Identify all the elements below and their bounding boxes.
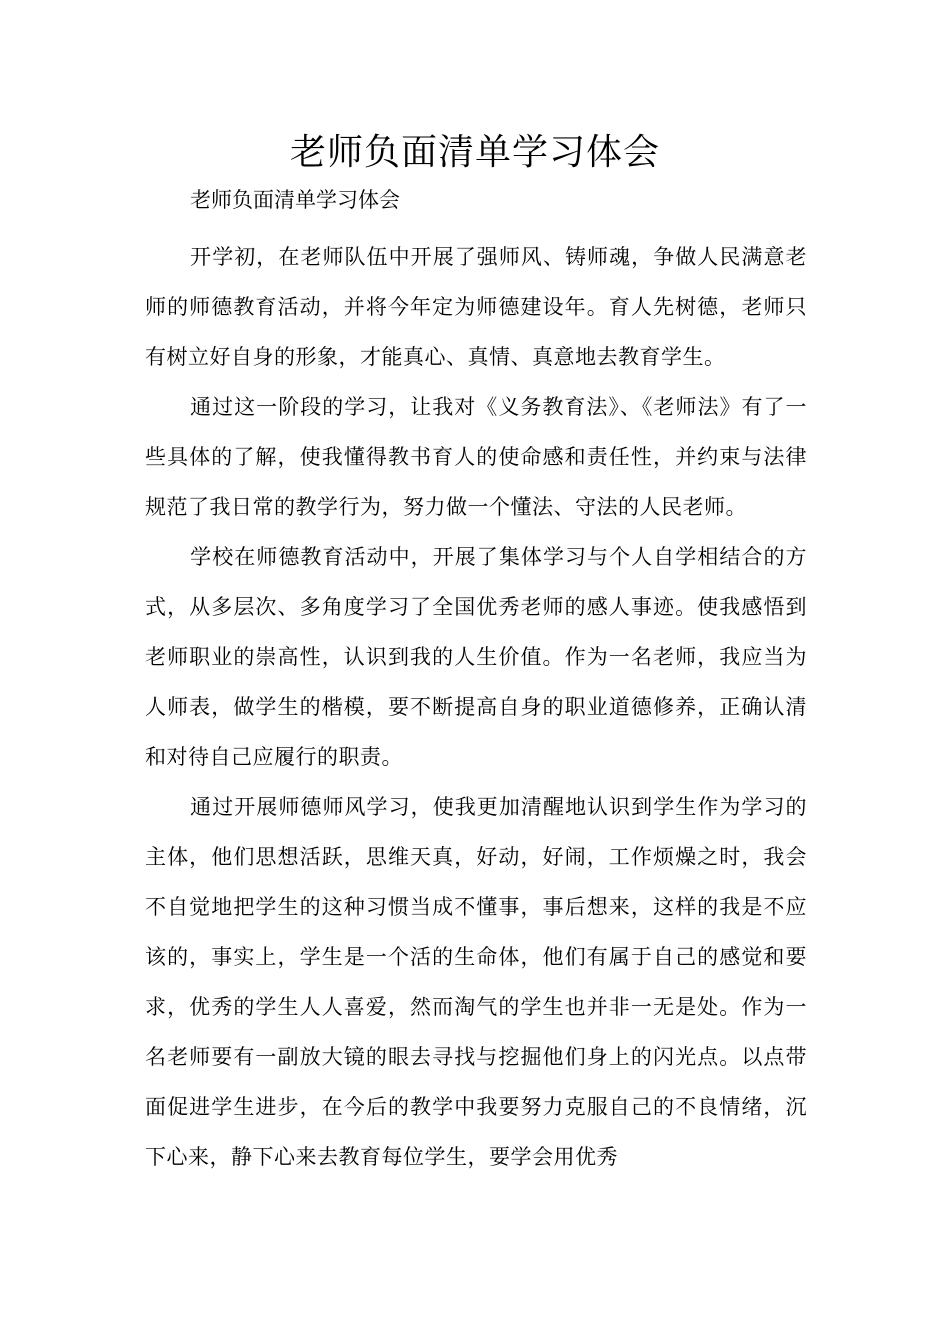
- document-title: 老师负面清单学习体会: [289, 132, 660, 173]
- paragraph-1: 开学初，在老师队伍中开展了强师风、铸师魂，争做人民满意老师的师德教育活动，并将今年定为师德建设年。育人先树德，老师只有树立好自身的形象，才能真心、真情、真意地去教育学生。: [145, 245, 807, 369]
- paragraph-4: 通过开展师德师风学习，使我更加清醒地认识到学生作为学习的主体，他们思想活跃，思维天真，好动，好闹，工作烦燥之时，我会不自觉地把学生的这种习惯当成不懂事，事后想来，这样的我是不应该的，事实上，学生是一个活的生命体，他们有属于自己的感觉和要求，优秀的学生人人喜爱，然而淘气的学生也并非一无是处。作为一名老师要有一副放大镜的眼去寻找与挖掘他们身上的闪光点。以点带面促进学生进步，在今后的教学中我要努力克服自己的不良情绪，沉下心来，静下心来去教育每位学生，要学会用优秀: [145, 795, 807, 1169]
- document-subtitle: 老师负面清单学习体会: [190, 188, 400, 212]
- document-body: [145, 232, 807, 1182]
- paragraph-3: 学校在师德教育活动中，开展了集体学习与个人自学相结合的方式，从多层次、多角度学习了全国优秀老师的感人事迹。使我感悟到老师职业的崇高性，认识到我的人生价值。作为一名老师，我应当为人师表，做学生的楷模，要不断提高自身的职业道德修养，正确认清和对待自己应履行的职责。: [145, 545, 807, 769]
- paragraph-2: 通过这一阶段的学习，让我对《义务教育法》、《老师法》有了一些具体的了解，使我懂得教书育人的使命感和责任性，并约束与法律规范了我日常的教学行为，努力做一个懂法、守法的人民老师。: [145, 395, 807, 519]
